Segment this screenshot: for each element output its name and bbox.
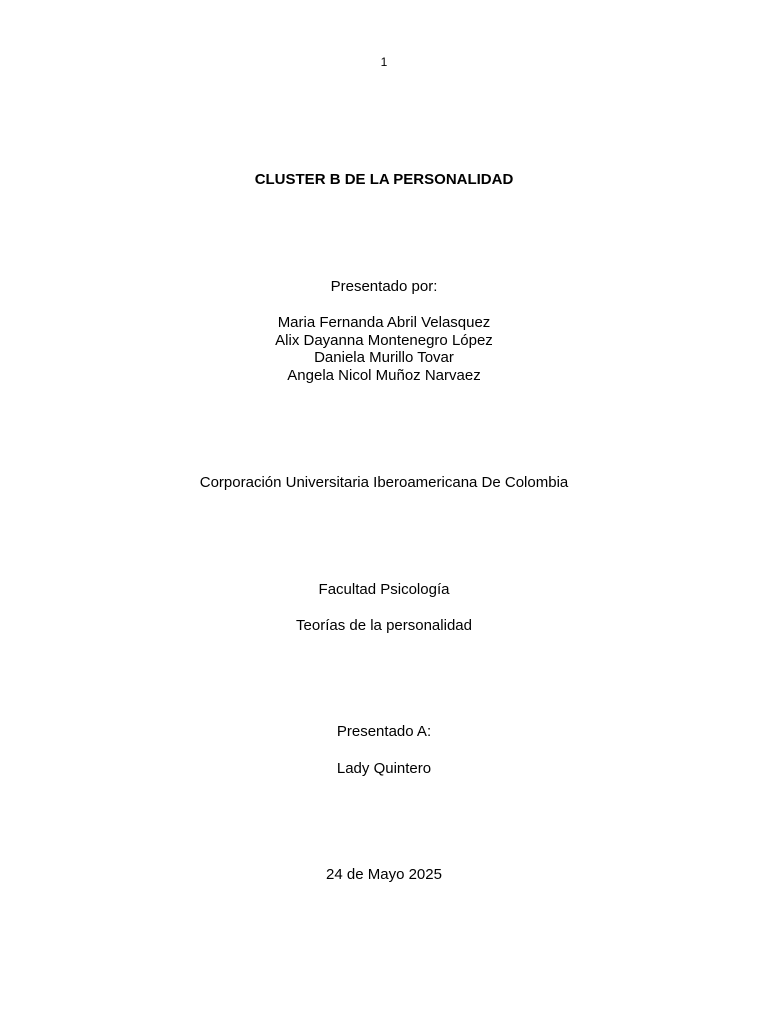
institution-name: Corporación Universitaria Iberoamericana De Colombia	[199, 474, 569, 491]
page-number: 1	[380, 55, 388, 69]
author-name: Maria Fernanda Abril Velasquez	[277, 314, 491, 331]
document-title: CLUSTER B DE LA PERSONALIDAD	[254, 171, 514, 188]
author-name: Alix Dayanna Montenegro López	[275, 331, 493, 349]
document-date: 24 de Mayo 2025	[326, 866, 442, 883]
author-name: Angela Nicol Muñoz Narvaez	[287, 367, 481, 385]
author-name: Daniela Murillo Tovar	[314, 349, 454, 367]
teacher-name: Lady Quintero	[336, 760, 432, 777]
presented-by-label: Presentado por:	[330, 278, 438, 295]
faculty-name: Facultad Psicología	[318, 581, 450, 598]
presented-to-label: Presentado A:	[336, 723, 432, 740]
authors-list	[0, 314, 768, 385]
course-name: Teorías de la personalidad	[296, 617, 472, 634]
